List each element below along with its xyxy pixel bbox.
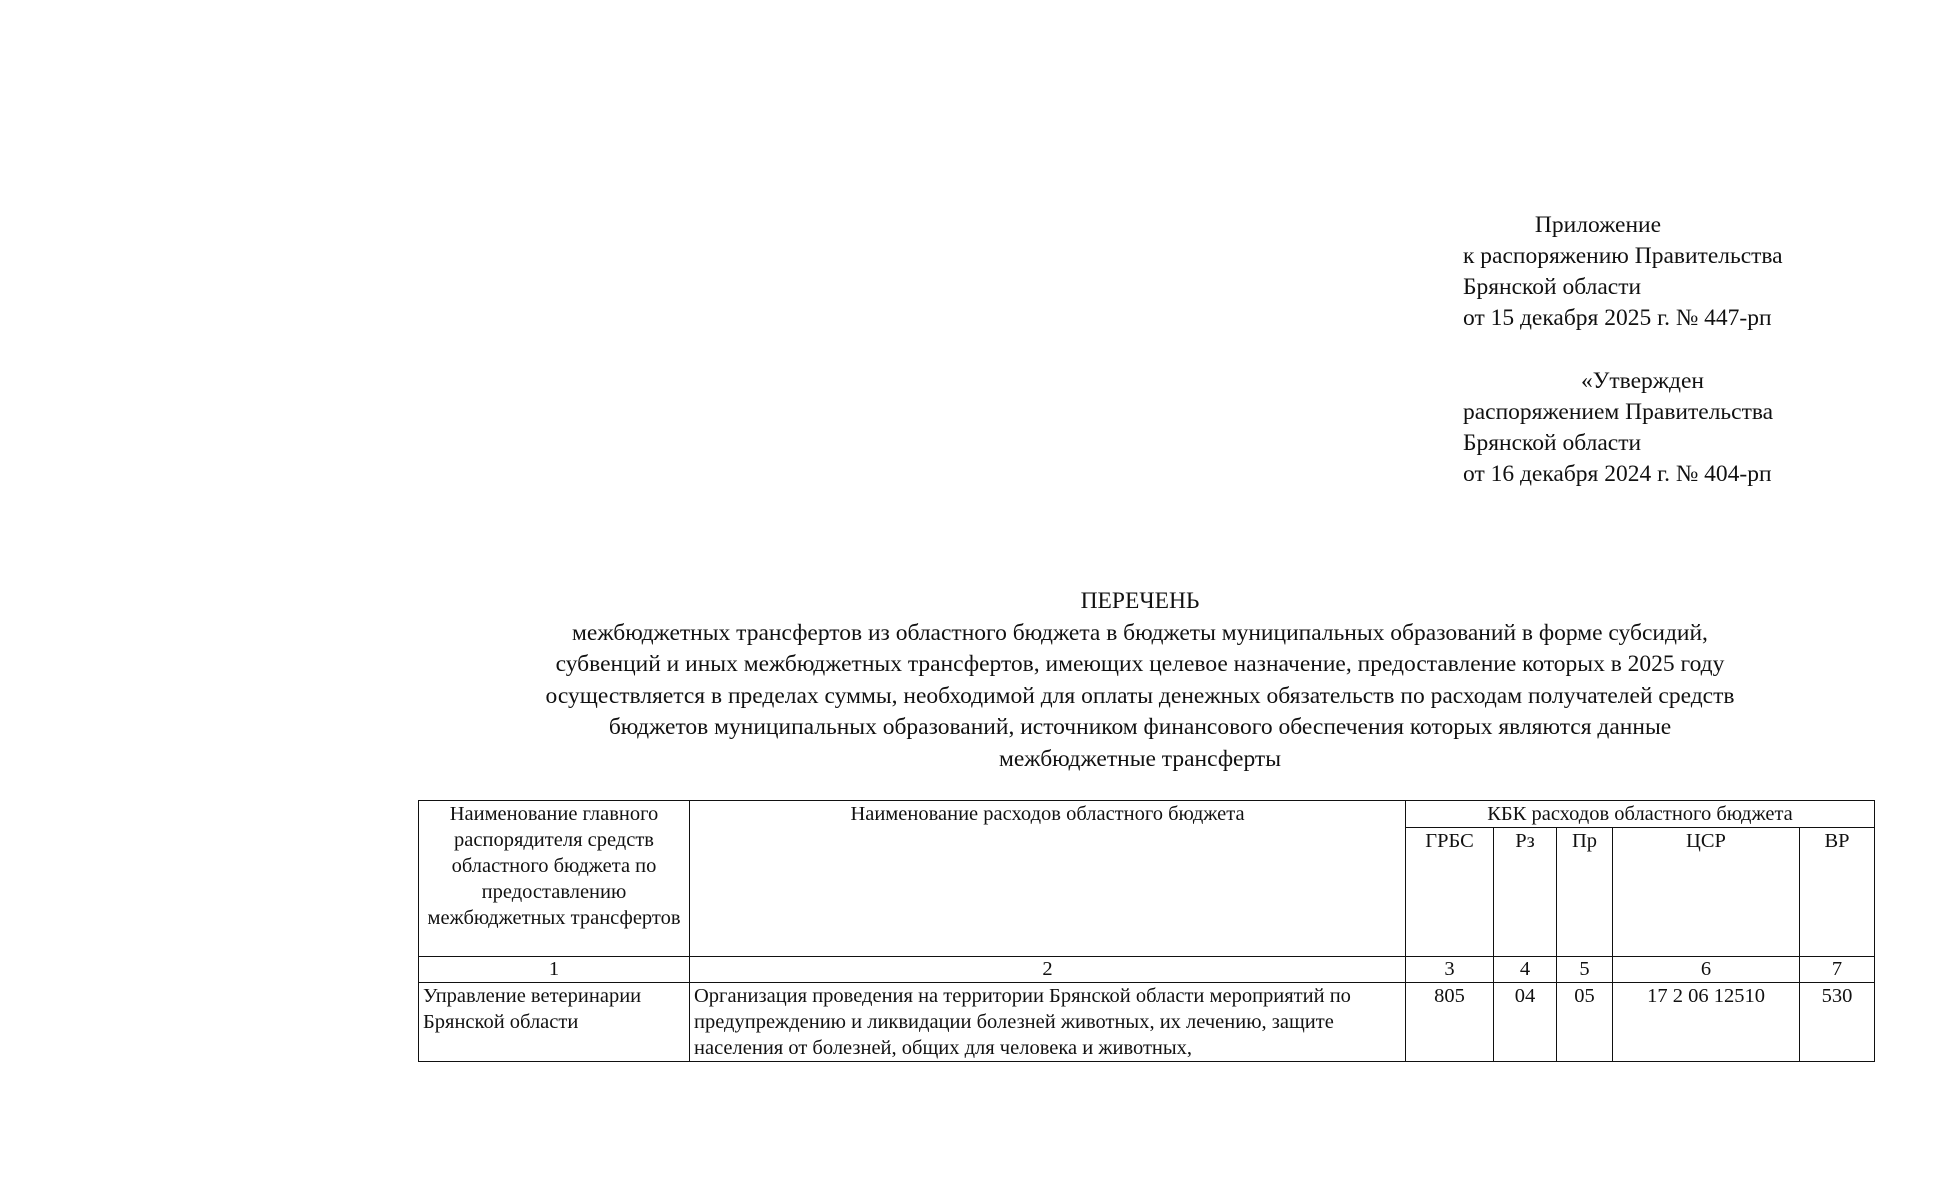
- column-number: 2: [690, 957, 1406, 983]
- cell-rz: 04: [1494, 983, 1557, 1062]
- approval-line-3: от 16 декабря 2024 г. № 404-рп: [1463, 461, 1772, 487]
- approval-title: «Утвержден: [1581, 368, 1704, 394]
- approval-line-2: Брянской области: [1463, 430, 1642, 456]
- cell-manager: Управление ветеринарии Брянской области: [419, 983, 690, 1062]
- appendix-title: Приложение: [1534, 212, 1662, 238]
- approval-block: [1463, 366, 1883, 490]
- header-rz: Рз: [1494, 828, 1557, 957]
- header-expense: Наименование расходов областного бюджета: [690, 801, 1406, 957]
- cell-csr: 17 2 06 12510: [1613, 983, 1800, 1062]
- document-subtitle-line-1: межбюджетных трансфертов из областного бюджета в бюджеты муниципальных образований в форме субсидий,: [572, 619, 1708, 646]
- table-header-row-1: [419, 801, 1875, 828]
- appendix-line-1: к распоряжению Правительства: [1463, 243, 1783, 269]
- header-grbs: ГРБС: [1406, 828, 1494, 957]
- appendix-line-2: Брянской области: [1463, 274, 1642, 300]
- cell-vr: 530: [1800, 983, 1875, 1062]
- document-subtitle-line-3: осуществляется в пределах суммы, необходимой для оплаты денежных обязательств по расходам получателей средств: [545, 682, 1735, 709]
- table-row: [419, 983, 1875, 1062]
- document-subtitle-line-2: субвенций и иных межбюджетных трансфертов, имеющих целевое назначение, предоставление которых в 2025 году: [555, 651, 1725, 677]
- header-kbk: КБК расходов областного бюджета: [1406, 801, 1875, 828]
- column-number: 4: [1494, 957, 1557, 983]
- table-number-row: [419, 957, 1875, 983]
- appendix-block: [1463, 210, 1883, 334]
- approval-line-1: распоряжением Правительства: [1463, 399, 1774, 425]
- document-heading: ПЕРЕЧЕНЬ: [1080, 588, 1200, 614]
- column-number: 7: [1800, 957, 1875, 983]
- cell-pr: 05: [1557, 983, 1613, 1062]
- document-title-block: [440, 586, 1840, 775]
- header-vr: ВР: [1800, 828, 1875, 957]
- column-number: 3: [1406, 957, 1494, 983]
- transfers-table: [418, 800, 1875, 1062]
- document-subtitle-line-4: бюджетов муниципальных образований, источником финансового обеспечения которых являются данные: [608, 714, 1672, 740]
- appendix-line-3: от 15 декабря 2025 г. № 447-рп: [1463, 305, 1772, 331]
- header-pr: Пр: [1557, 828, 1613, 957]
- column-number: 6: [1613, 957, 1800, 983]
- document-subtitle-line-5: межбюджетные трансферты: [999, 745, 1281, 772]
- header-csr: ЦСР: [1613, 828, 1800, 957]
- cell-expense: Организация проведения на территории Брянской области мероприятий по предупреждению и ликвидации болезней животных, их лечению, защите населения от болезней, общих для человека и животных,: [690, 983, 1406, 1062]
- cell-grbs: 805: [1406, 983, 1494, 1062]
- column-number: 5: [1557, 957, 1613, 983]
- header-manager: Наименование главного распорядителя средств областного бюджета по предоставлению межбюджетных трансфертов: [419, 801, 690, 957]
- column-number: 1: [419, 957, 690, 983]
